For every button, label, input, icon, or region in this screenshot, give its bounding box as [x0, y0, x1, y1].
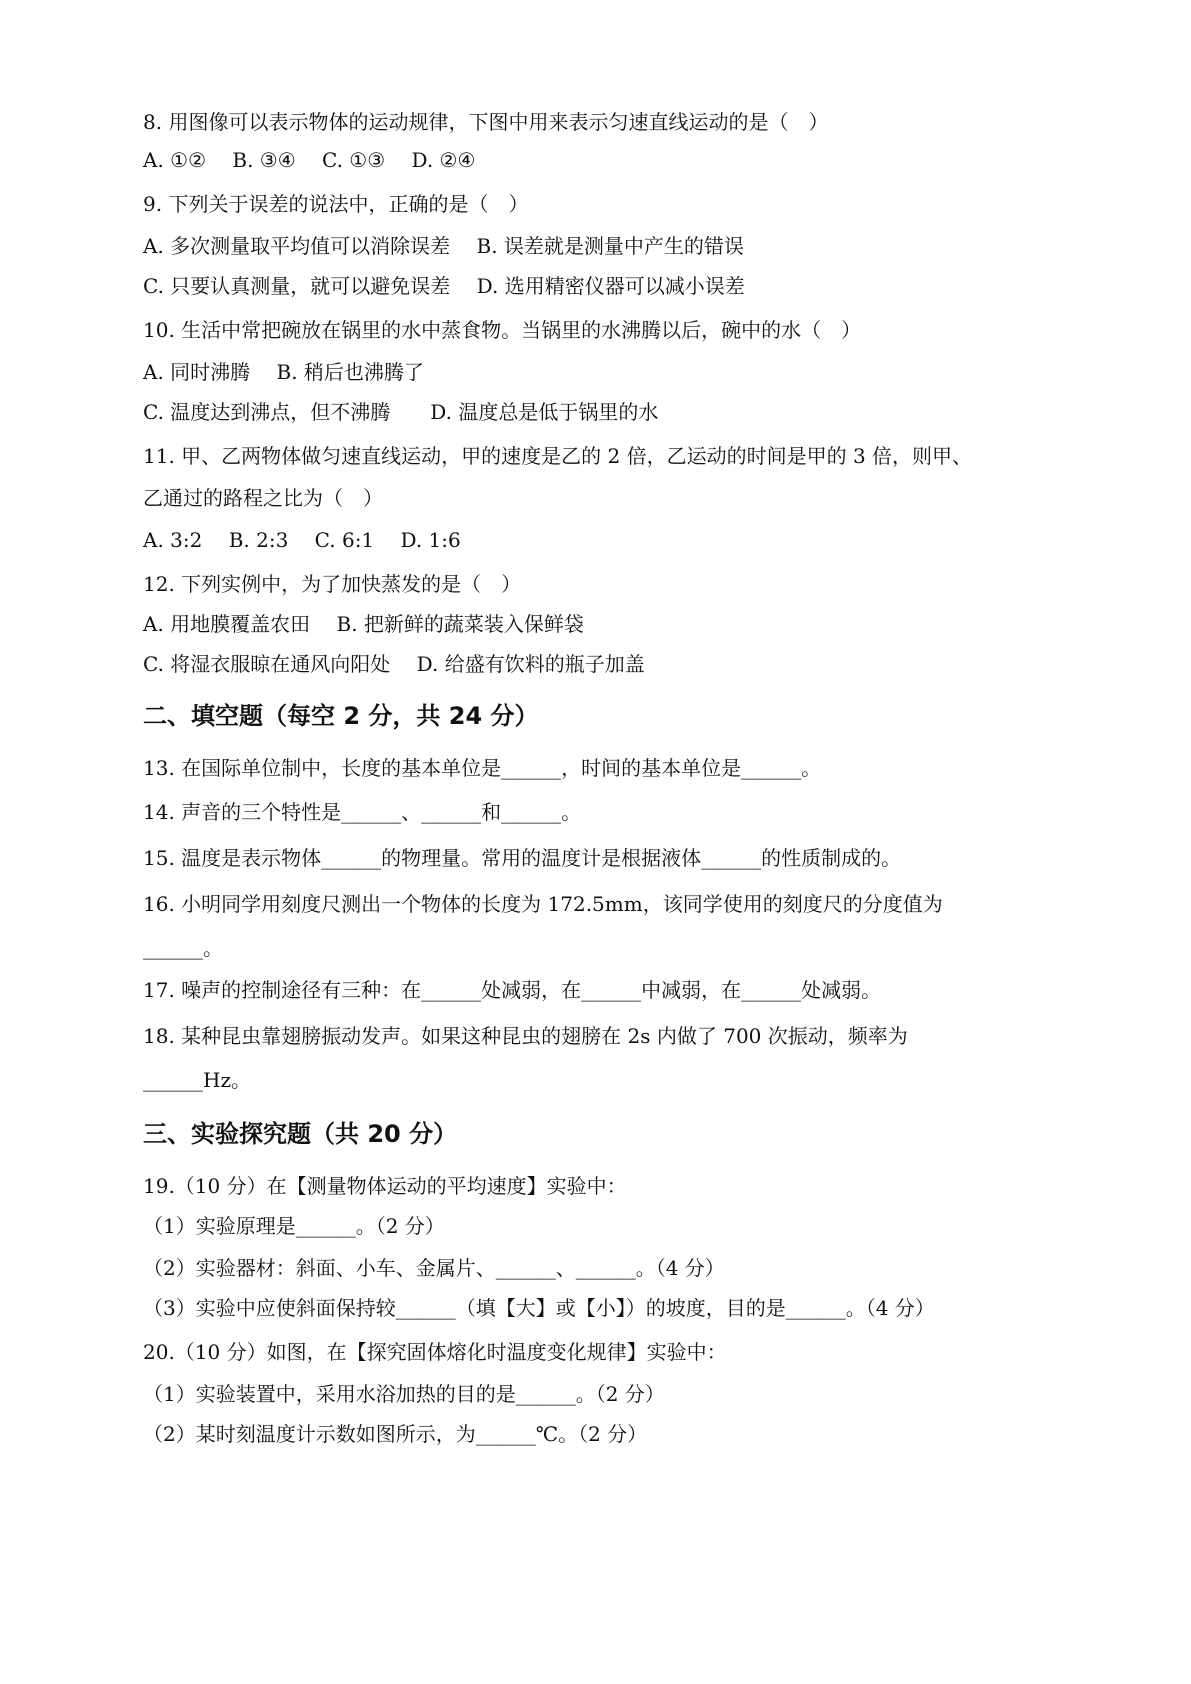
question-10-options-cd: C. 温度达到沸点，但不沸腾 D. 温度总是低于锅里的水 [143, 400, 659, 424]
question-17: 17. 噪声的控制途径有三种：在______处减弱，在______中减弱，在______处减弱。 [143, 978, 882, 1002]
question-12-options-cd: C. 将湿衣服晾在通风向阳处 D. 给盛有饮料的瓶子加盖 [143, 652, 645, 676]
section-2-heading: 二、填空题（每空 2 分，共 24 分） [143, 702, 539, 730]
question-11-stem-line-1: 11. 甲、乙两物体做匀速直线运动，甲的速度是乙的 2 倍，乙运动的时间是甲的 3 倍，则甲、 [143, 444, 973, 468]
question-9-options-ab: A. 多次测量取平均值可以消除误差 B. 误差就是测量中产生的错误 [143, 234, 744, 258]
question-18-line-1: 18. 某种昆虫靠翅膀振动发声。如果这种昆虫的翅膀在 2s 内做了 700 次振动，频率为 [143, 1024, 908, 1048]
section-3-heading: 三、实验探究题（共 20 分） [143, 1120, 458, 1148]
question-11-options: A. 3:2 B. 2:3 C. 6:1 D. 1:6 [143, 528, 461, 552]
question-16-line-1: 16. 小明同学用刻度尺测出一个物体的长度为 172.5mm，该同学使用的刻度尺的分度值为 [143, 892, 943, 916]
question-8-options: A. ①② B. ③④ C. ①③ D. ②④ [143, 148, 476, 172]
question-20-stem: 20.（10 分）如图，在【探究固体熔化时温度变化规律】实验中： [143, 1340, 727, 1364]
question-12-stem: 12. 下列实例中，为了加快蒸发的是（ ） [143, 572, 522, 596]
question-10-options-ab: A. 同时沸腾 B. 稍后也沸腾了 [143, 360, 424, 384]
question-14: 14. 声音的三个特性是______、______和______。 [143, 800, 582, 824]
question-16-line-2: ______。 [143, 936, 223, 960]
question-19-part-2: （2）实验器材：斜面、小车、金属片、______、______。（4 分） [143, 1256, 725, 1280]
question-9-stem: 9. 下列关于误差的说法中，正确的是（ ） [143, 192, 529, 216]
question-20-part-1: （1）实验装置中，采用水浴加热的目的是______。（2 分） [143, 1382, 665, 1406]
question-19-part-1: （1）实验原理是______。（2 分） [143, 1214, 445, 1238]
question-11-stem-line-2: 乙通过的路程之比为（ ） [143, 486, 383, 510]
question-18-line-2: ______Hz。 [143, 1068, 251, 1092]
question-19-stem: 19.（10 分）在【测量物体运动的平均速度】实验中： [143, 1174, 627, 1198]
question-8-stem: 8. 用图像可以表示物体的运动规律，下图中用来表示匀速直线运动的是（ ） [143, 110, 829, 134]
question-20-part-2: （2）某时刻温度计示数如图所示，为______℃。（2 分） [143, 1422, 648, 1446]
question-12-options-ab: A. 用地膜覆盖农田 B. 把新鲜的蔬菜装入保鲜袋 [143, 612, 584, 636]
question-10-stem: 10. 生活中常把碗放在锅里的水中蒸食物。当锅里的水沸腾以后，碗中的水（ ） [143, 318, 862, 342]
question-15: 15. 温度是表示物体______的物理量。常用的温度计是根据液体______的性质制成的。 [143, 846, 902, 870]
question-9-options-cd: C. 只要认真测量，就可以避免误差 D. 选用精密仪器可以减小误差 [143, 274, 745, 298]
question-19-part-3: （3）实验中应使斜面保持较______（填【大】或【小】）的坡度，目的是______。（4 分） [143, 1296, 935, 1320]
question-13: 13. 在国际单位制中，长度的基本单位是______，时间的基本单位是______。 [143, 756, 822, 780]
